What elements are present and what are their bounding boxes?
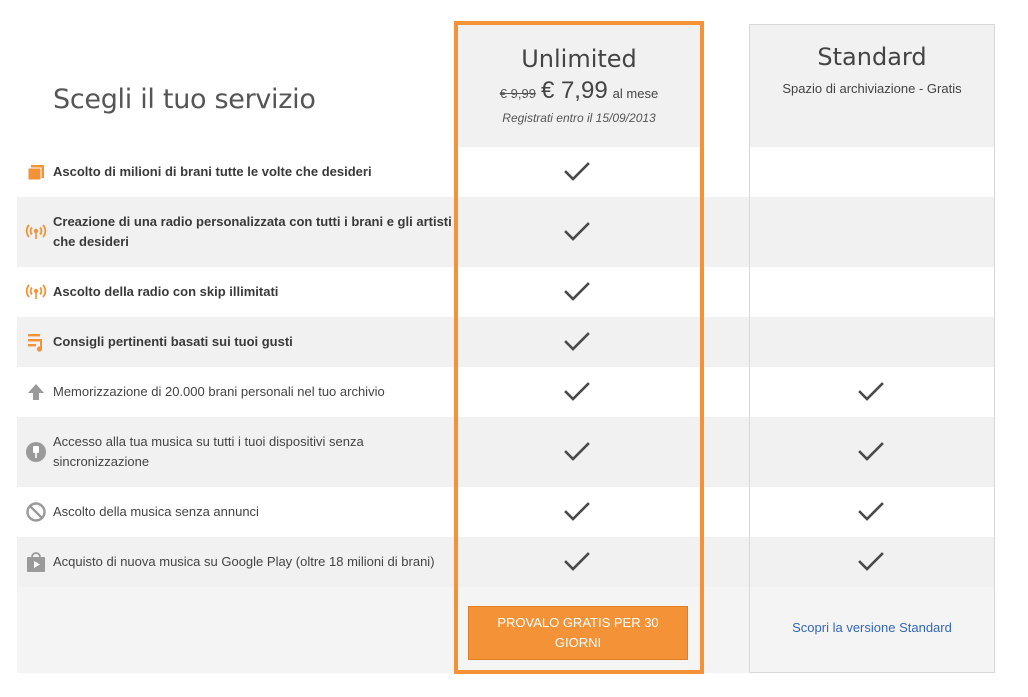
pin-icon [25, 441, 47, 463]
feature-row [17, 487, 995, 537]
feature-label: Consigli pertinenti basati sui tuoi gusti [53, 334, 293, 349]
unlimited-check-icon [564, 281, 590, 303]
unlimited-check-icon [564, 381, 590, 403]
feature-label: Acquisto di nuova musica su Google Play (oltre 18 milioni di brani) [53, 554, 435, 569]
radio-icon [25, 221, 47, 243]
unlimited-plan-name: Unlimited [521, 45, 637, 73]
new-price: € 7,99 [540, 77, 608, 104]
play-store-bag-icon [25, 551, 47, 573]
standard-plan-subtitle: Spazio di archiviazione - Gratis [782, 81, 962, 96]
feature-table [17, 147, 995, 587]
offer-deadline: Registrati entro il 15/09/2013 [502, 111, 656, 125]
price-line [458, 77, 700, 105]
unlimited-check-icon [564, 161, 590, 183]
unlimited-check-icon [564, 221, 590, 243]
feature-row [17, 267, 995, 317]
standard-check-icon [858, 441, 884, 463]
feature-label: Ascolto di milioni di brani tutte le volte che desideri [53, 164, 372, 179]
feature-row [17, 147, 995, 197]
feature-row [17, 317, 995, 367]
feature-row [17, 197, 995, 267]
standard-version-link[interactable]: Scopri la versione Standard [792, 620, 952, 635]
upload-arrow-icon [25, 381, 47, 403]
no-ads-icon [25, 501, 47, 523]
unlimited-check-icon [564, 501, 590, 523]
unlimited-check-icon [564, 331, 590, 353]
feature-label: Ascolto della musica senza annunci [53, 504, 259, 519]
standard-plan-header [750, 25, 994, 147]
feature-label: Accesso alla tua musica su tutti i tuoi dispositivi senza sincronizzazione [53, 434, 364, 469]
free-trial-button[interactable]: PROVALO GRATIS PER 30 GIORNI [468, 606, 688, 660]
feature-row [17, 537, 995, 587]
standard-plan-name: Standard [817, 43, 927, 71]
standard-check-icon [858, 551, 884, 573]
standard-check-icon [858, 501, 884, 523]
library-icon [25, 161, 47, 183]
unlimited-check-icon [564, 441, 590, 463]
feature-label: Memorizzazione di 20.000 brani personali nel tuo archivio [53, 384, 385, 399]
unlimited-check-icon [564, 551, 590, 573]
feature-row [17, 367, 995, 417]
standard-check-icon [858, 381, 884, 403]
price-period: al mese [612, 86, 659, 101]
feature-label: Creazione di una radio personalizzata con tutti i brani e gli artisti che desideri [53, 214, 452, 249]
unlimited-plan-header [458, 25, 700, 147]
radio-icon [25, 281, 47, 303]
feature-label: Ascolto della radio con skip illimitati [53, 284, 279, 299]
playlist-icon [25, 331, 47, 353]
page-title: Scegli il tuo servizio [53, 84, 316, 115]
feature-row [17, 417, 995, 487]
old-price: € 9,99 [499, 86, 536, 101]
